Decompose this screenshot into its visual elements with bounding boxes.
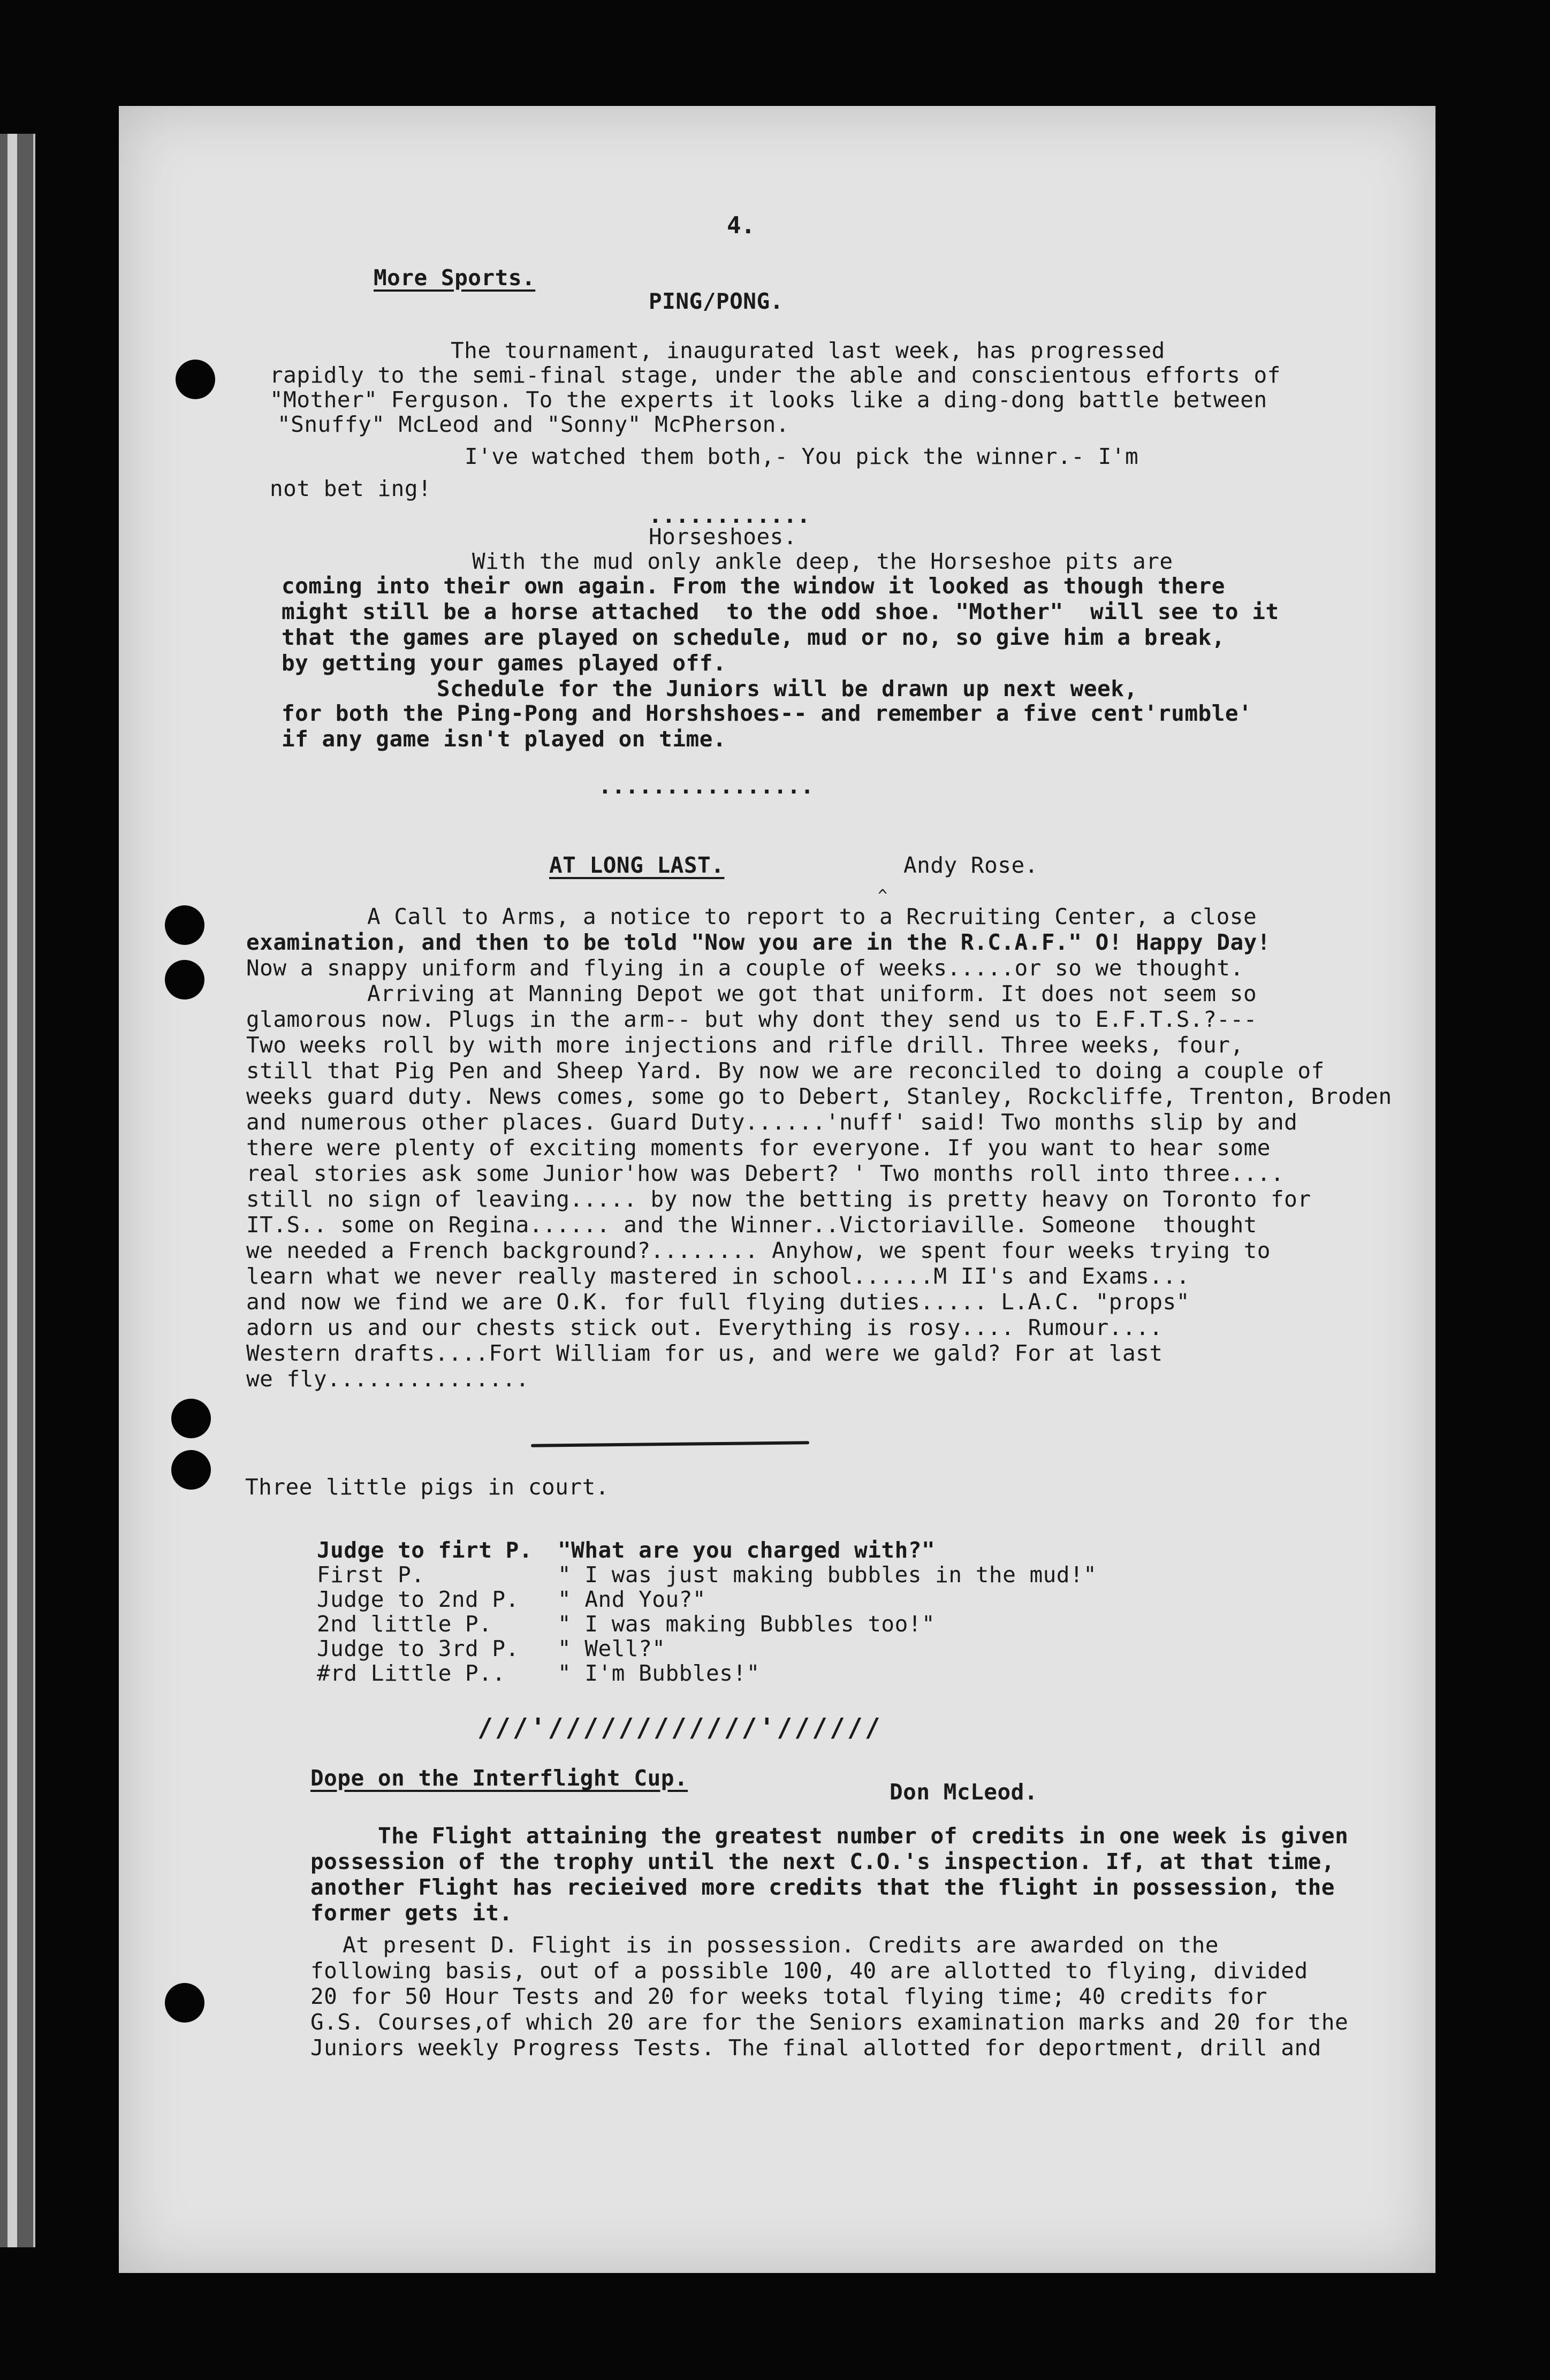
text-line: G.S. Courses,of which 20 are for the Seniors examination marks and 20 for the [310,2009,1349,2035]
pigs-speaker: Judge to firt P. [317,1537,533,1563]
pigs-line: " Well?" [558,1636,666,1661]
text-line: IT.S.. some on Regina...... and the Winner..Victoriaville. Someone thought [246,1212,1257,1238]
text-line: real stories ask some Junior'how was Debert? ' Two months roll into three.... [246,1161,1285,1186]
text-line: if any game isn't played on time. [282,726,727,752]
text-line: "Mother" Ferguson. To the experts it looks like a ding-dong battle between [270,387,1267,413]
horseshoes-title: Horseshoes. [649,524,797,550]
pigs-line: " I was making Bubbles too!" [558,1611,936,1637]
pingpong-title: PING/PONG. [649,288,784,314]
punch-hole [171,1450,211,1490]
section-heading-more-sports: More Sports. [374,265,536,291]
pigs-line: " I was just making bubbles in the mud!" [558,1562,1097,1588]
text-line: and now we find we are O.K. for full flying duties..... L.A.C. "props" [246,1289,1190,1315]
document-page [119,106,1435,2273]
text-line: weeks guard duty. News comes, some go to Debert, Stanley, Rockcliffe, Trenton, Broden [246,1084,1392,1109]
text-line: might still be a horse attached to the odd shoe. "Mother" will see to it [282,599,1279,624]
text-line: Now a snappy uniform and flying in a couple of weeks.....or so we thought. [246,955,1244,981]
text-line: there were plenty of exciting moments for everyone. If you want to hear some [246,1135,1271,1161]
text-line: The Flight attaining the greatest number of credits in one week is given [378,1823,1349,1849]
pigs-line: " I'm Bubbles!" [558,1660,760,1686]
text-line: examination, and then to be told "Now you are in the R.C.A.F." O! Happy Day! [246,929,1271,955]
adjacent-page-edge-inner [7,134,17,2247]
text-line: and numerous other places. Guard Duty......'nuff' said! Two months slip by and [246,1109,1298,1135]
text-line: 20 for 50 Hour Tests and 20 for weeks total flying time; 40 credits for [310,1984,1268,2009]
text-line: rapidly to the semi-final stage, under the able and conscientous efforts of [270,362,1281,388]
pigs-line: " And You?" [558,1586,706,1612]
text-line: Two weeks roll by with more injections and rifle drill. Three weeks, four, [246,1032,1244,1058]
dotted-separator: ................ [598,773,814,799]
punch-hole [176,360,215,399]
article-author: Andy Rose. [903,852,1038,878]
text-line: With the mud only ankle deep, the Horseshoe pits are [472,548,1173,574]
pigs-speaker: #rd Little P.. [317,1660,506,1686]
text-line: coming into their own again. From the window it looked as though there [282,573,1225,599]
text-line: Schedule for the Juniors will be drawn up next week, [437,676,1138,701]
text-line: possession of the trophy until the next C.O.'s inspection. If, at that time, [310,1849,1335,1874]
text-line: At present D. Flight is in possession. Credits are awarded on the [343,1932,1219,1958]
punch-hole [165,960,204,1000]
text-line: still no sign of leaving..... by now the betting is pretty heavy on Toronto for [246,1186,1311,1212]
text-line: "Snuffy" McLeod and "Sonny" McPherson. [277,411,789,437]
article-title-at-long-last: AT LONG LAST. [549,852,725,878]
text-line: Arriving at Manning Depot we got that uniform. It does not seem so [367,981,1257,1006]
punch-hole [165,1983,204,2023]
pigs-title: Three little pigs in court. [245,1474,609,1500]
article-author: Don McLeod. [890,1779,1038,1805]
text-line: for both the Ping-Pong and Horshshoes-- and remember a five cent'rumble' [282,700,1252,726]
text-line: we fly............... [246,1366,529,1392]
article-title-interflight-cup: Dope on the Interflight Cup. [310,1765,688,1791]
text-line: still that Pig Pen and Sheep Yard. By now we are reconciled to doing a couple of [246,1058,1325,1084]
punch-hole [171,1399,211,1438]
text-line: following basis, out of a possible 100, 40 are allotted to flying, divided [310,1958,1308,1984]
slash-separator: ///'////////////'////// [477,1713,883,1743]
insertion-caret: ^ [878,887,888,905]
text-line: by getting your games played off. [282,650,727,676]
text-line: another Flight has recieived more credits that the flight in possession, the [310,1874,1335,1900]
text-line: that the games are played on schedule, mud or no, so give him a break, [282,624,1225,650]
text-line: not bet ing! [270,476,432,501]
pigs-speaker: Judge to 2nd P. [317,1586,519,1612]
pigs-speaker: First P. [317,1562,425,1588]
dotted-separator: ............ [649,502,811,528]
text-line: I've watched them both,- You pick the winner.- I'm [465,444,1139,469]
text-line: learn what we never really mastered in school......M II's and Exams... [246,1263,1190,1289]
horizontal-rule [531,1441,809,1447]
text-line: adorn us and our chests stick out. Everything is rosy.... Rumour.... [246,1315,1163,1340]
text-line: glamorous now. Plugs in the arm-- but why dont they send us to E.F.T.S.?--- [246,1006,1257,1032]
text-line: Western drafts....Fort William for us, and were we gald? For at last [246,1340,1163,1366]
text-line: Juniors weekly Progress Tests. The final allotted for deportment, drill and [310,2035,1321,2061]
pigs-line: "What are you charged with?" [558,1537,936,1563]
adjacent-page-edge [0,134,35,2247]
pigs-speaker: 2nd little P. [317,1611,492,1637]
page-number: 4. [727,212,755,239]
text-line: former gets it. [310,1900,513,1926]
punch-hole [165,905,204,945]
text-line: The tournament, inaugurated last week, has progressed [451,338,1165,363]
pigs-speaker: Judge to 3rd P. [317,1636,519,1661]
text-line: we needed a French background?........ Anyhow, we spent four weeks trying to [246,1238,1271,1263]
text-line: A Call to Arms, a notice to report to a Recruiting Center, a close [367,904,1257,929]
